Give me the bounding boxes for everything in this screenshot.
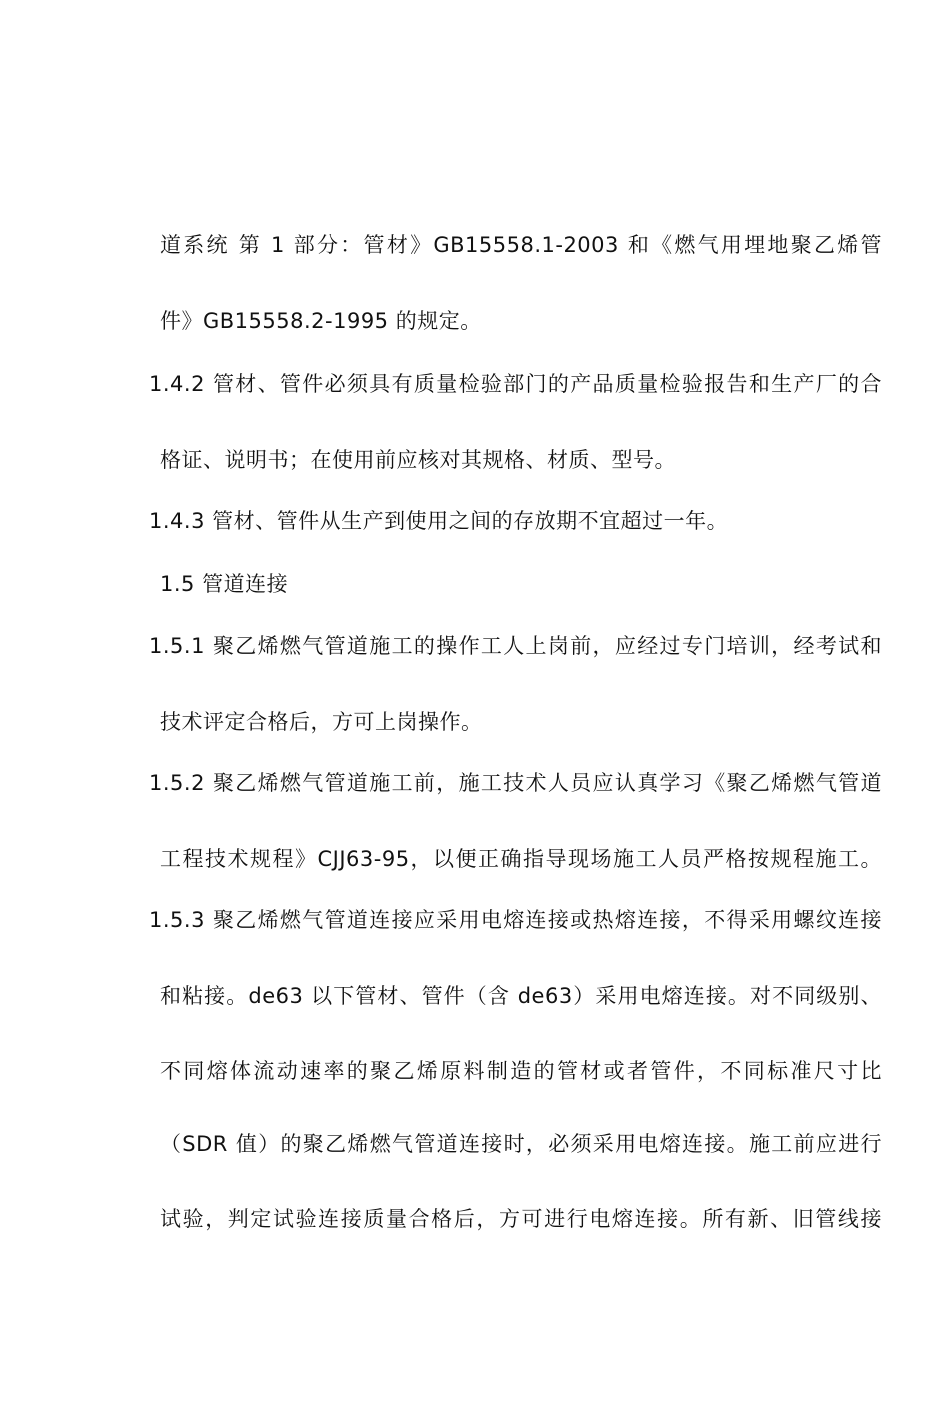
text-line-15: 试验，判定试验连接质量合格后，方可进行电熔连接。所有新、旧管线接	[160, 1207, 882, 1231]
section-heading-1-5: 1.5 管道连接	[160, 572, 289, 596]
text-line-1: 道系统 第 1 部分：管材》GB15558.1-2003 和《燃气用埋地聚乙烯管	[160, 233, 882, 257]
clause-1-5-1: 1.5.1 聚乙烯燃气管道施工的操作工人上岗前，应经过专门培训，经考试和	[149, 634, 882, 658]
text-line-4: 格证、说明书；在使用前应核对其规格、材质、型号。	[160, 448, 676, 472]
clause-1-4-3: 1.4.3 管材、管件从生产到使用之间的存放期不宜超过一年。	[149, 509, 729, 533]
text-line-2: 件》GB15558.2-1995 的规定。	[160, 309, 482, 333]
clause-1-4-2: 1.4.2 管材、管件必须具有质量检验部门的产品质量检验报告和生产厂的合	[149, 372, 882, 396]
text-line-14: （SDR 值）的聚乙烯燃气管道连接时，必须采用电熔连接。施工前应进行	[160, 1132, 882, 1156]
clause-1-5-2: 1.5.2 聚乙烯燃气管道施工前，施工技术人员应认真学习《聚乙烯燃气管道	[149, 771, 882, 795]
text-line-10: 工程技术规程》CJJ63-95，以便正确指导现场施工人员严格按规程施工。	[160, 847, 882, 871]
text-line-8: 技术评定合格后，方可上岗操作。	[160, 710, 483, 734]
clause-1-5-3: 1.5.3 聚乙烯燃气管道连接应采用电熔连接或热熔连接，不得采用螺纹连接	[149, 908, 882, 932]
text-line-13: 不同熔体流动速率的聚乙烯原料制造的管材或者管件，不同标准尺寸比	[160, 1059, 882, 1083]
text-line-12: 和粘接。de63 以下管材、管件（含 de63）采用电熔连接。对不同级别、	[160, 984, 882, 1008]
